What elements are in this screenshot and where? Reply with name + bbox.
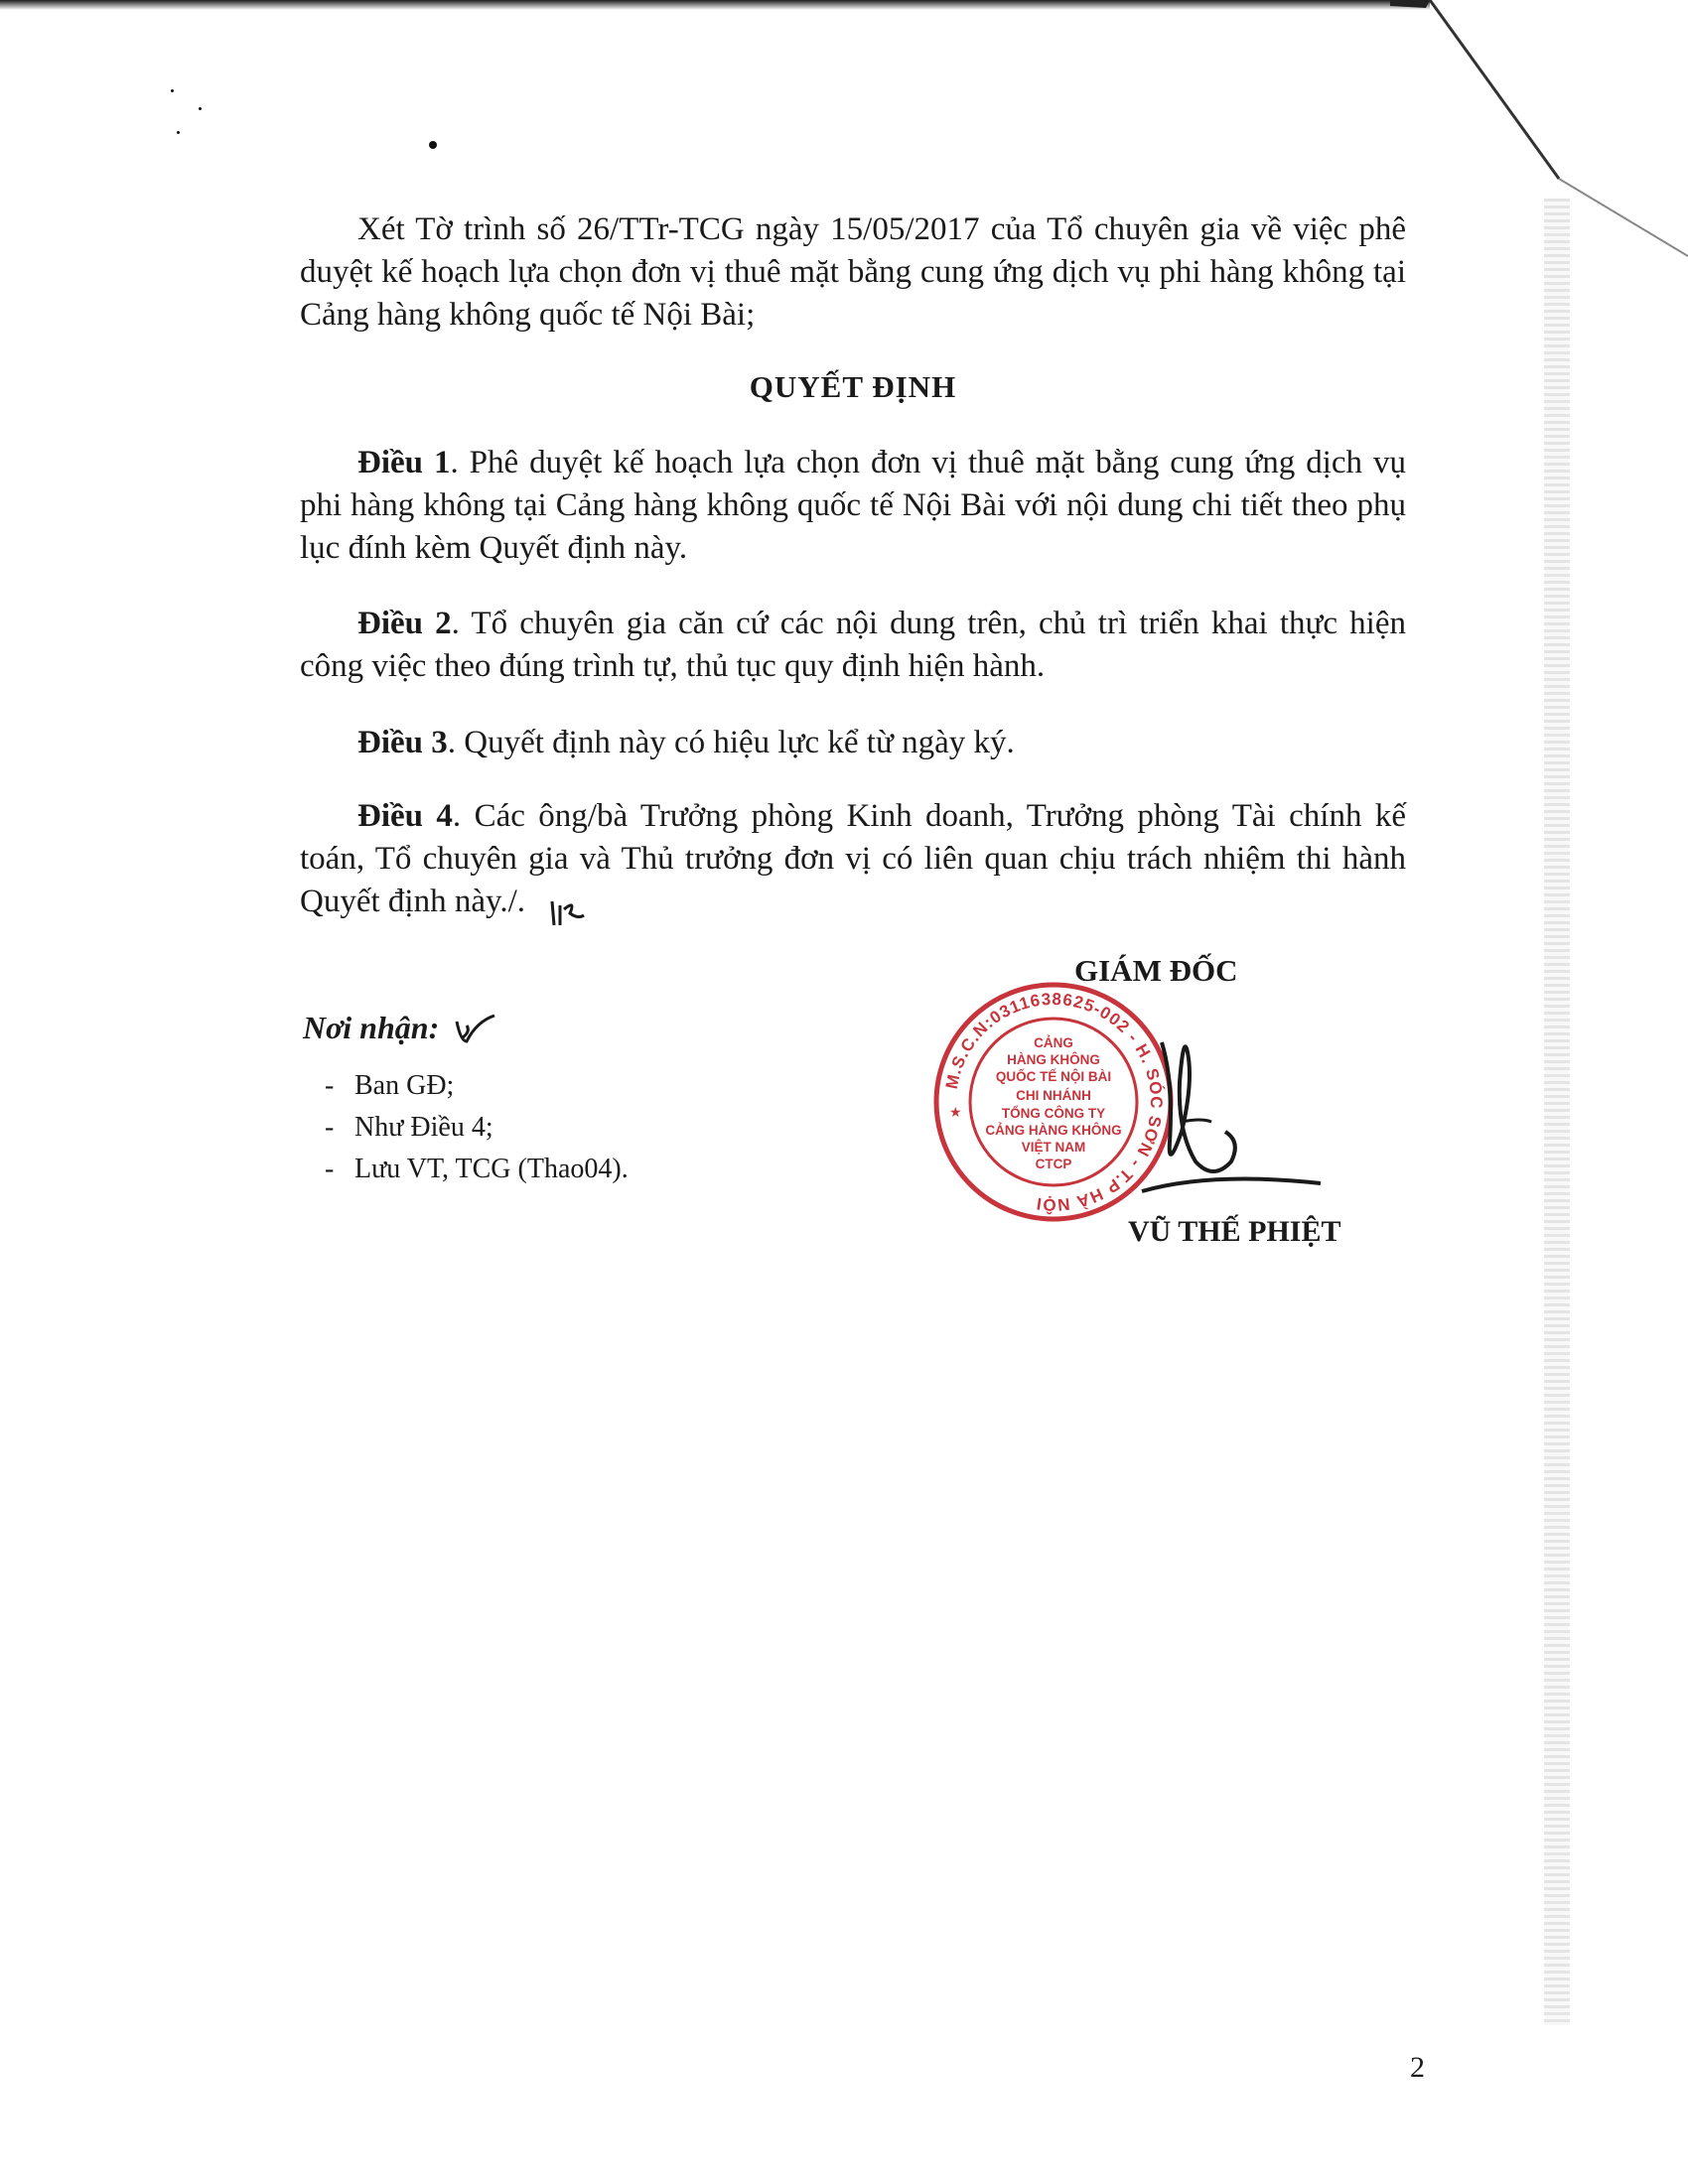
scan-speck [429,141,437,149]
article-4-label: Điều 4 [357,798,453,834]
page-number: 2 [1410,2051,1425,2084]
svg-text:M.S.C.N:0311638625-002 - H. SÓ: M.S.C.N:0311638625-002 - H. SÓC SƠN - T.P HÀ NỘI [941,989,1167,1215]
decision-heading: QUYẾT ĐỊNH [749,369,957,404]
article-4 [300,795,1406,923]
article-1-label: Điều 1 [357,445,451,480]
article-1-text: . Phê duyệt kế hoạch lựa chọn đơn vị thuê mặt bằng cung ứng dịch vụ phi hàng không tại Cảng hàng không quốc tế Nội Bài với nội dung chi tiết theo phụ lục đính kèm Quyết định này. [300,445,1406,566]
list-item: - Ban GĐ; [325,1069,455,1101]
scan-speck [171,89,174,92]
handwritten-check-mark [453,1012,496,1051]
signer-name: VŨ THẾ PHIỆT [1128,1215,1341,1248]
svg-text:CẢNG: CẢNG [1034,1035,1073,1050]
article-2 [300,603,1406,688]
svg-text:HÀNG KHÔNG: HÀNG KHÔNG [1007,1052,1100,1067]
svg-text:QUỐC TẾ NỘI BÀI: QUỐC TẾ NỘI BÀI [995,1069,1112,1084]
list-item: - Lưu VT, TCG (Thao04). [325,1153,629,1184]
intro-paragraph: Xét Tờ trình số 26/TTr-TCG ngày 15/05/2017 của Tổ chuyên gia về việc phê duyệt kế hoạch lựa chọn đơn vị thuê mặt bằng cung ứng dịch vụ phi hàng không tại Cảng hàng không quốc tế Nội Bài; [300,211,1406,333]
scan-speck [177,131,180,134]
article-4-text: . Các ông/bà Trưởng phòng Kinh doanh, Trưởng phòng Tài chính kế toán, Tổ chuyên gia và Thủ trưởng đơn vị có liên quan chịu trách nhiệm thi hành Quyết định này./. [300,798,1407,919]
recipients-list [303,1065,629,1190]
article-2-text: . Tổ chuyên gia căn cứ các nội dung trên, chủ trì triển khai thực hiện công việc theo đúng trình tự, thủ tục quy định hiện hành. [300,606,1406,684]
svg-text:CẢNG HÀNG KHÔNG: CẢNG HÀNG KHÔNG [985,1123,1122,1138]
svg-text:CHI NHÁNH: CHI NHÁNH [1016,1088,1091,1103]
article-3 [300,722,1406,764]
list-item: - Như Điều 4; [325,1111,493,1143]
article-2-label: Điều 2 [357,606,452,641]
scan-speck [199,107,202,110]
svg-text:CTCP: CTCP [1035,1157,1072,1171]
svg-text:VIỆT NAM: VIỆT NAM [1021,1140,1086,1155]
scan-right-edge [1544,199,1570,2025]
article-3-label: Điều 3 [357,725,448,760]
article-1 [300,442,1406,570]
corner-fold-shadow [1390,0,1688,258]
recipients-label: Nơi nhận [303,1010,429,1045]
article-3-text: . Quyết định này có hiệu lực kể từ ngày ký. [447,725,1015,760]
signer-title: GIÁM ĐỐC [1074,953,1238,988]
scan-top-shadow [0,0,1430,10]
svg-text:★: ★ [949,1104,962,1120]
handwritten-signature [1122,1023,1350,1211]
svg-text:TỔNG CÔNG TY: TỔNG CÔNG TY [1001,1106,1106,1121]
handwritten-initial-mark [548,895,588,929]
recipients-block: Nơi nhận: - Ban GĐ; - Như Điều 4; - Lưu VT, TCG (Thao04). [303,1010,629,1190]
